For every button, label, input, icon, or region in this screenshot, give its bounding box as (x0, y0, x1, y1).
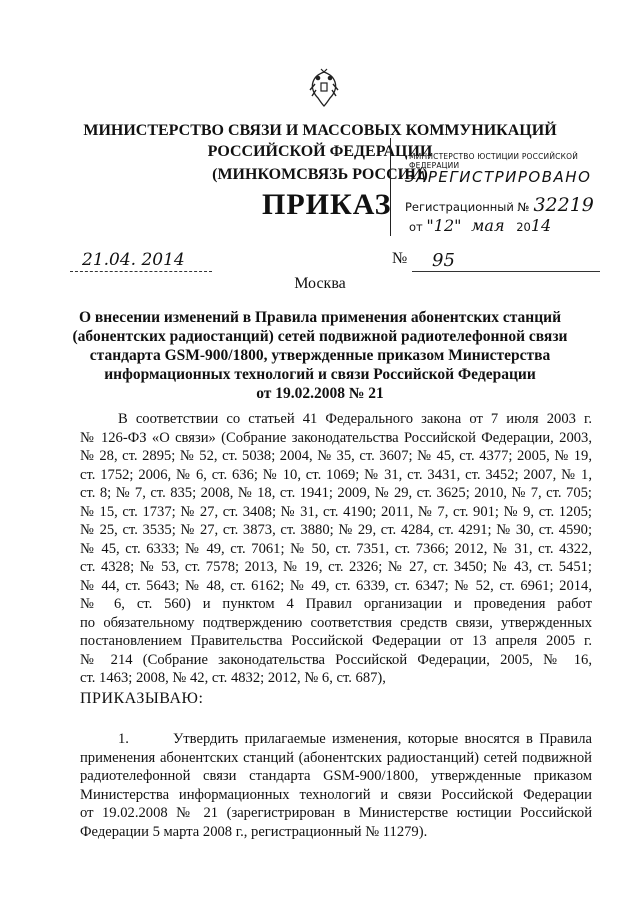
stamp-date-row (409, 216, 551, 235)
preamble-line: ст. 8; № 7, ст. 835; 2008, № 18, ст. 1941; 2009, № 29, ст. 3625; 2010, № 7, ст. 705; (80, 485, 592, 501)
preamble-line: № 6, ст. 560) и пунктом 4 Правил организации и проведения работ (80, 596, 592, 612)
stamp-ministry-name: МИНИСТЕРСТВО ЮСТИЦИИ РОССИЙСКОЙ ФЕДЕРАЦИИ (409, 152, 579, 170)
preamble-line: ст. 1463; 2008, № 42, ст. 4832; 2012, № 6, ст. 687), (80, 670, 386, 686)
item-1-paragraph (80, 730, 592, 841)
preamble-line: № 44, ст. 5643; № 48, ст. 6162; № 49, ст. 6339, ст. 6347; № 52, ст. 6961; 2014, (80, 577, 592, 594)
preamble-line: № 45, ст. 6333; № 49, ст. 7061; № 50, ст. 7351, ст. 7366; 2012, № 31, ст. 4322, (80, 540, 592, 557)
preamble-line: постановлением Правительства Российской Федерации от 13 апреля 2005 г. (80, 633, 592, 649)
stamp-day: "12" (426, 216, 462, 235)
stamp-year-prefix: 20 (516, 220, 531, 234)
preamble-line: В соответствии со статьей 41 Федерального закона от 7 июля 2003 г. (118, 411, 592, 427)
preamble-line: № 28, ст. 2895; № 52, ст. 5038; 2004, № 35, ст. 3607; № 45, ст. 4377; 2005, № 19, (80, 448, 592, 464)
command-word: ПРИКАЗЫВАЮ: (80, 690, 204, 707)
document-type-title: ПРИКАЗ (262, 188, 392, 221)
coat-of-arms-icon (307, 68, 341, 108)
order-title (70, 308, 570, 403)
order-number: 95 (412, 250, 600, 272)
preamble-line: № 25, ст. 3535; № 27, ст. 3873, ст. 3880; № 29, ст. 4284, ст. 4291; № 30, ст. 4590; (80, 522, 592, 538)
preamble-line: № 126-ФЗ «О связи» (Собрание законодательства Российской Федерации, 2003, (80, 429, 592, 446)
preamble-line: ст. 1752; 2006, № 6, ст. 636; № 10, ст. 1069; № 31, ст. 3431, ст. 3452; 2007, № 1, (80, 466, 592, 483)
stamp-registered-label: ЗАРЕГИСТРИРОВАНО (405, 168, 592, 186)
ministry-short-name: (МИНКОМСВЯЗЬ РОССИИ) (212, 166, 428, 183)
order-number-label: № (392, 250, 408, 267)
preamble-line: № 15, ст. 1737; № 27, ст. 3408; № 31, ст. 4190; 2011, № 7, ст. 901; № 9, ст. 1205; (80, 503, 592, 520)
preamble-paragraph (80, 410, 592, 688)
title-line: информационных технологий и связи Российской Федерации (104, 366, 536, 383)
item-line: радиотелефонной связи стандарта GSM-900/1800, утвержденные приказом (80, 768, 592, 784)
ministry-name-line2: РОССИЙСКОЙ ФЕДЕРАЦИИ (207, 143, 433, 160)
item-line: применения абонентских станций (абонентских радиостанций) сетей подвижной (80, 749, 592, 766)
item-line: Федерации 5 марта 2008 г., регистрационный № 11279). (80, 823, 428, 840)
item-line: от 19.02.2008 № 21 (зарегистрирован в Министерстве юстиции Российской (80, 805, 592, 821)
stamp-from-label: от (409, 220, 423, 234)
item-line: Министерства информационных технологий и связи Российской Федерации (80, 786, 592, 803)
stamp-month: мая (471, 216, 505, 235)
stamp-reg-number-row (405, 194, 594, 216)
title-line: О внесении изменений в Правила применения абонентских станций (78, 309, 562, 326)
stamp-reg-label: Регистрационный № (405, 200, 530, 214)
order-date: 21.04. 2014 (70, 250, 212, 272)
item-line: 1. Утвердить прилагаемые изменения, которые вносятся в Правила (118, 731, 592, 747)
title-line: (абонентских радиостанций) сетей подвижной радиотелефонной связи (72, 328, 568, 345)
stamp-year-suffix: 14 (530, 216, 552, 235)
title-line: от 19.02.2008 № 21 (256, 385, 384, 402)
preamble-line: по обязательному подтверждению соответствия средств связи, утвержденных (80, 614, 592, 631)
ministry-name-line1: МИНИСТЕРСТВО СВЯЗИ И МАССОВЫХ КОММУНИКАЦИЙ (83, 122, 557, 139)
preamble-line: № 214 (Собрание законодательства Российской Федерации, 2005, № 16, (80, 651, 592, 668)
order-city: Москва (294, 275, 346, 292)
stamp-reg-number: 32219 (533, 194, 594, 216)
title-line: стандарта GSM-900/1800, утвержденные приказом Министерства (89, 347, 551, 364)
preamble-line: ст. 4328; № 53, ст. 7578; 2013, № 19, ст. 2326; № 27, ст. 3450; № 43, ст. 5451; (80, 559, 592, 575)
registration-stamp (390, 138, 606, 236)
